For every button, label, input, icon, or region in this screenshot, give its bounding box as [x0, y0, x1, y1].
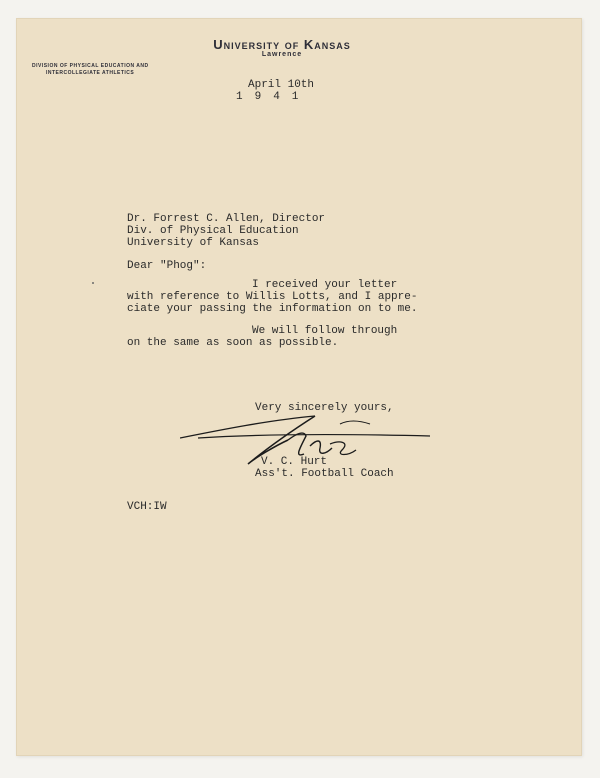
- recipient-line2: Div. of Physical Education: [127, 225, 299, 237]
- paper-speck: [92, 282, 94, 284]
- recipient-line1: Dr. Forrest C. Allen, Director: [127, 213, 326, 225]
- letter-date-line2: 1941: [236, 91, 311, 103]
- salutation: Dear "Phog":: [127, 260, 207, 272]
- signer-name: V. C. Hurt: [261, 456, 328, 468]
- letter-paper: [16, 18, 582, 756]
- letter-date-line1: April 10th: [248, 79, 315, 91]
- signer-title: Ass't. Football Coach: [255, 468, 394, 480]
- body-paragraph2-line2: on the same as soon as possible.: [127, 337, 339, 349]
- body-paragraph1-line2: with reference to Willis Lotts, and I appre-: [127, 291, 418, 303]
- body-paragraph1-line1: I received your letter: [252, 279, 398, 291]
- letterhead-division-line1: DIVISION OF PHYSICAL EDUCATION AND: [32, 63, 149, 69]
- body-paragraph1-line3: ciate your passing the information on to me.: [127, 303, 418, 315]
- recipient-line3: University of Kansas: [127, 237, 260, 249]
- reference-initials: VCH:IW: [127, 501, 167, 513]
- letterhead-city: Lawrence: [261, 51, 303, 58]
- letterhead-university: University of Kansas: [213, 37, 351, 52]
- letterhead-division-line2: INTERCOLLEGIATE ATHLETICS: [46, 70, 135, 76]
- closing: Very sincerely yours,: [255, 402, 394, 414]
- body-paragraph2-line1: We will follow through: [252, 325, 398, 337]
